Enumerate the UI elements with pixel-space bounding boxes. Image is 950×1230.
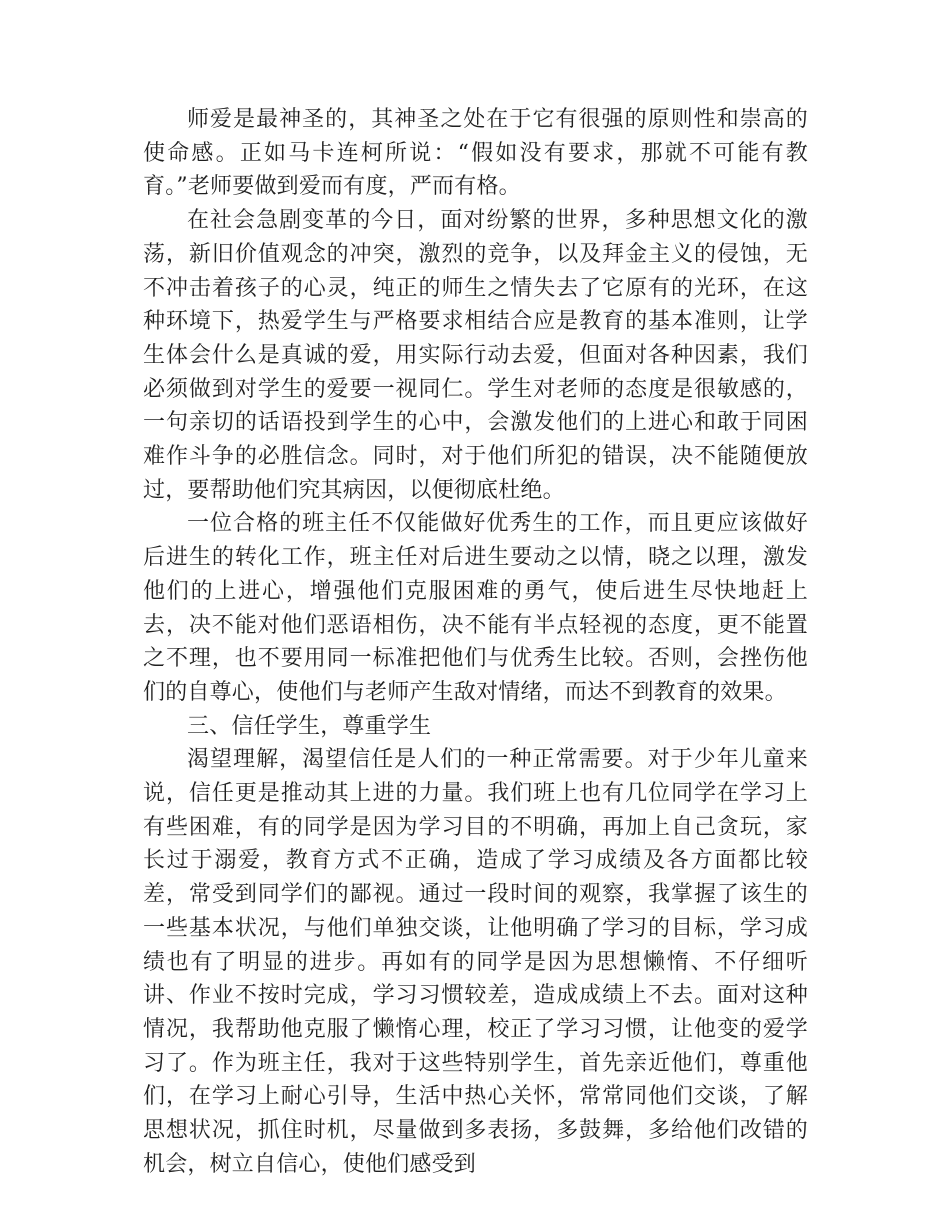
paragraph-trust-students: 渴望理解，渴望信任是人们的一种正常需要。对于少年儿童来说，信任更是推动其上进的力量。我们班上也有几位同学在学习上有些困难，有的同学是因为学习目的不明确，再加上自己贪玩，家长过于溺爱，教育方式不正确，造成了学习成绩及各方面都比较差，常受到同学们的鄙视。通过一段时间的观察，我掌握了该生的一些基本状况，与他们单独交谈，让他明确了学习的目标，学习成绩也有了明显的进步。再如有的同学是因为思想懒惰、不仔细听讲、作业不按时完成，学习习惯较差，造成成绩上不去。面对这种情况，我帮助他克服了懒惰心理，校正了学习习惯，让他变的爱学习了。作为班主任，我对于这些特别学生，首先亲近他们，尊重他们，在学习上耐心引导，生活中热心关怀，常常同他们交谈，了解思想状况，抓住时机，尽量做到多表扬，多鼓舞，多给他们改错的机会，树立自信心，使他们感受到: [143, 747, 808, 1177]
section-heading: 三、信任学生，尊重学生: [187, 713, 432, 739]
paragraph-underachievers: 一位合格的班主任不仅能做好优秀生的工作，而且更应该做好后进生的转化工作，班主任对后进生要动之以情，晓之以理，激发他们的上进心，增强他们克服困难的勇气，使后进生尽快地赶上去，决不能对他们恶语相伤，决不能有半点轻视的态度，更不能置之不理，也不要用同一标准把他们与优秀生比较。否则，会挫伤他们的自尊心，使他们与老师产生敌对情绪，而达不到教育的效果。: [143, 511, 808, 705]
paragraph-teacher-love: 师爱是最神圣的，其神圣之处在于它有很强的原则性和崇高的使命感。正如马卡连柯所说：“假如没有要求，那就不可能有教育。”老师要做到爱而有度，严而有格。: [143, 107, 808, 200]
document-body: [143, 103, 808, 1182]
paragraph-social-change: 在社会急剧变革的今日，面对纷繁的世界，多种思想文化的激荡，新旧价值观念的冲突，激烈的竞争，以及拜金主义的侵蚀，无不冲击着孩子的心灵，纯正的师生之情失去了它原有的光环，在这种环境下，热爱学生与严格要求相结合应是教育的基本准则，让学生体会什么是真诚的爱，用实际行动去爱，但面对各种因素，我们必须做到对学生的爱要一视同仁。学生对老师的态度是很敏感的，一句亲切的话语投到学生的心中，会激发他们的上进心和敢于同困难作斗争的必胜信念。同时，对于他们所犯的错误，决不能随便放过，要帮助他们究其病因，以便彻底杜绝。: [143, 208, 808, 503]
